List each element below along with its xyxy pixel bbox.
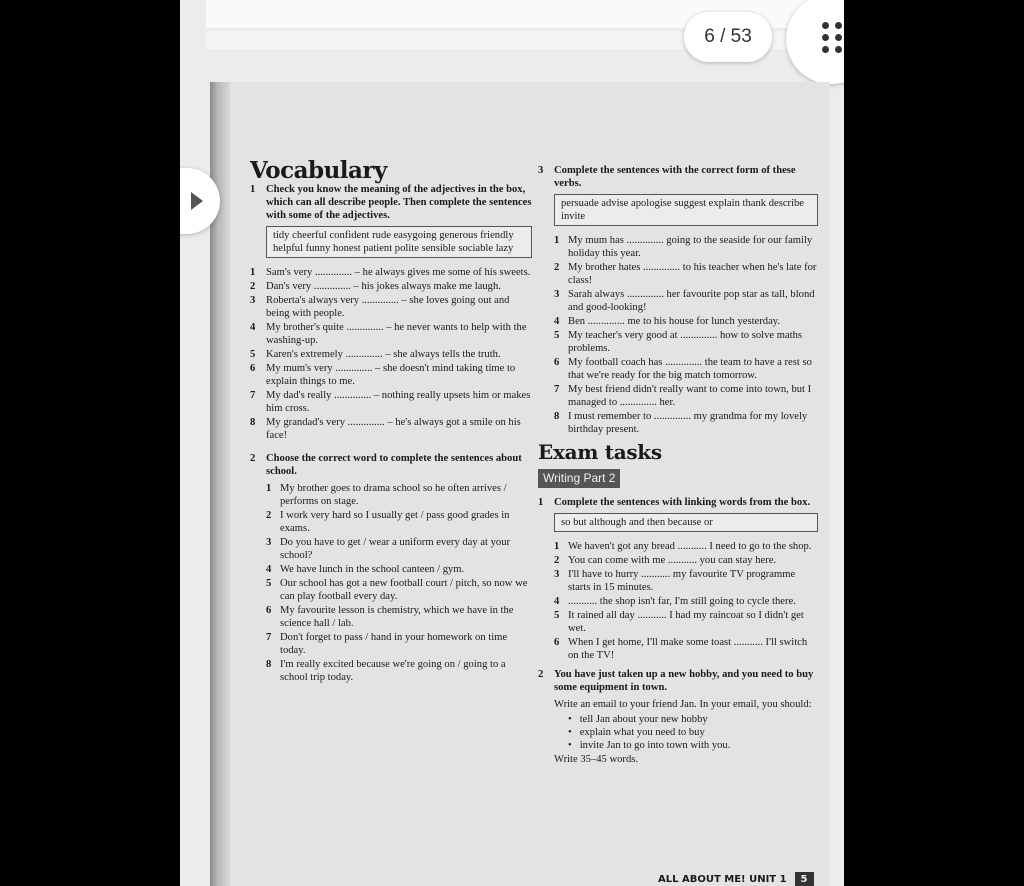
right-column <box>538 164 818 768</box>
task3-heading: 3 Complete the sentences with the correct form of these verbs. <box>538 165 796 189</box>
document-viewer[interactable] <box>180 0 844 886</box>
writing-part-tag: Writing Part 2 <box>538 469 620 488</box>
task1-list <box>250 266 532 442</box>
task1-heading: 1 Check you know the meaning of the adjectives in the box, which can all describe people. Then complete the sentences with some of the adjectives. <box>250 184 532 221</box>
exam-task1-list <box>554 540 818 662</box>
adjectives-box: tidy cheerful confident rude easygoing generous friendly helpful funny honest patient polite sensible sociable lazy <box>266 226 532 258</box>
list-item: 3 Roberta's always very .............. – she loves going out and being with people. <box>250 295 510 319</box>
task2-heading: 2 Choose the correct word to complete the sentences about school. <box>250 453 522 477</box>
list-item: 4 We have lunch in the school canteen / gym. <box>266 564 465 575</box>
list-item: 6 My football coach has .............. the team to have a rest so that we're ready for the big match tomorrow. <box>554 357 812 381</box>
list-item: 4 Ben .............. me to his house for lunch yesterday. <box>554 316 781 327</box>
list-item: 8 My grandad's very .............. – he's always got a smile on his face! <box>250 417 521 441</box>
list-item: 5 It rained all day ........... I had my raincoat so I didn't get wet. <box>554 610 804 634</box>
exam-task2-heading: 2 You have just taken up a new hobby, and you need to buy some equipment in town. <box>538 669 814 693</box>
list-item: 5 Karen's extremely .............. – she always tells the truth. <box>250 349 501 360</box>
list-item: 7 Don't forget to pass / hand in your homework on time today. <box>266 632 508 656</box>
list-item: • tell Jan about your new hobby <box>568 713 818 726</box>
grid-dots-icon <box>822 22 844 54</box>
left-column <box>250 157 532 685</box>
list-item: • explain what you need to buy <box>568 726 818 739</box>
verbs-box: persuade advise apologise suggest explain thank describe invite <box>554 194 818 226</box>
task2-list <box>266 482 532 684</box>
footer-label: ALL ABOUT ME! UNIT 1 <box>658 874 787 885</box>
vocabulary-title: Vocabulary <box>250 157 387 184</box>
page-counter-label: 6 / 53 <box>704 26 752 47</box>
list-item: 7 My best friend didn't really want to come into town, but I managed to .............. her. <box>554 384 812 408</box>
list-item: 3 I'll have to hurry ........... my favourite TV programme starts in 15 minutes. <box>554 569 796 593</box>
play-arrow-icon <box>191 192 203 210</box>
list-item: 1 We haven't got any bread ........... I need to go to the shop. <box>554 541 812 552</box>
list-item: 2 My brother hates .............. to his teacher when he's late for class! <box>554 262 817 286</box>
list-item: 4 My brother's quite .............. – he never wants to help with the washing-up. <box>250 322 527 346</box>
list-item: 8 I'm really excited because we're going on / going to a school trip today. <box>266 659 506 683</box>
menu-button[interactable] <box>786 0 844 84</box>
list-item: 5 Our school has got a new football court / pitch, so now we can play football every day. <box>266 578 528 602</box>
task3-list <box>554 234 818 436</box>
list-item: 6 My favourite lesson is chemistry, which we have in the science hall / lab. <box>266 605 514 629</box>
list-item: 5 My teacher's very good at .............. how to solve maths problems. <box>554 330 803 354</box>
exam-tasks-title: Exam tasks <box>538 440 662 464</box>
list-item: 3 Sarah always .............. her favourite pop star as tall, blond and good-looking! <box>554 289 815 313</box>
page-footer <box>658 872 814 886</box>
word-count: Write 35–45 words. <box>554 754 639 765</box>
list-item: 4 ........... the shop isn't far, I'm still going to cycle there. <box>554 596 796 607</box>
list-item: 7 My dad's really .............. – nothing really upsets him or makes him cross. <box>250 390 531 414</box>
list-item: 2 You can come with me ........... you can stay here. <box>554 555 777 566</box>
list-item: 1 My brother goes to drama school so he often arrives / performs on stage. <box>266 483 507 507</box>
page-number: 5 <box>795 872 814 886</box>
list-item: • invite Jan to go into town with you. <box>568 739 818 752</box>
list-item: 8 I must remember to .............. my grandma for my lovely birthday present. <box>554 411 808 435</box>
list-item: 1 Sam's very .............. – he always gives me some of his sweets. <box>250 267 531 278</box>
list-item: 6 My mum's very .............. – she doesn't mind taking time to explain things to me. <box>250 363 516 387</box>
scanned-page <box>210 82 830 886</box>
email-bullets <box>568 713 818 752</box>
list-item: 6 When I get home, I'll make some toast ........... I'll switch on the TV! <box>554 637 808 661</box>
list-item: 1 My mum has .............. going to the seaside for our family holiday this year. <box>554 235 813 259</box>
linking-words-box: so but although and then because or <box>554 513 818 532</box>
email-prompt: Write an email to your friend Jan. In your email, you should: <box>554 699 812 710</box>
list-item: 2 Dan's very .............. – his jokes always make me laugh. <box>250 281 501 292</box>
list-item: 3 Do you have to get / wear a uniform every day at your school? <box>266 537 511 561</box>
exam-task1-heading: 1 Complete the sentences with linking words from the box. <box>538 497 811 508</box>
page-counter <box>684 12 772 62</box>
list-item: 2 I work very hard so I usually get / pass good grades in exams. <box>266 510 510 534</box>
